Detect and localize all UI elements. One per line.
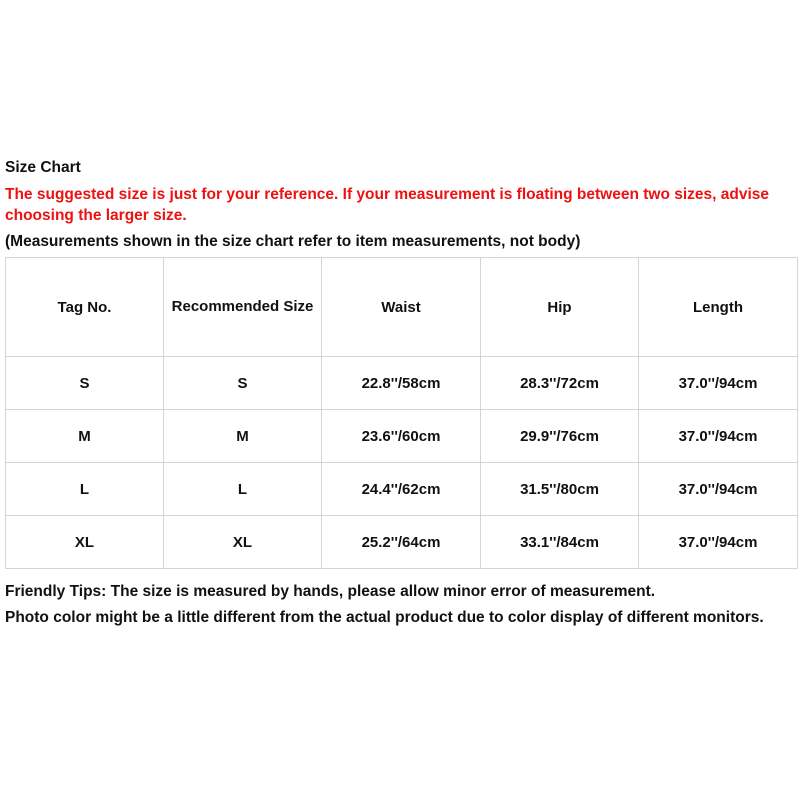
cell-length: 37.0''/94cm [639, 516, 798, 569]
size-advice-notice: The suggested size is just for your reference. If your measurement is floating between two sizes, advise choosing the larger size. [5, 186, 770, 224]
cell-recommended-size: XL [164, 516, 322, 569]
measurement-note: (Measurements shown in the size chart refer to item measurements, not body) [5, 233, 581, 250]
cell-tag-no: S [6, 357, 164, 410]
cell-recommended-size: S [164, 357, 322, 410]
table-row [6, 463, 798, 516]
tips-measurement-line: Friendly Tips: The size is measured by hands, please allow minor error of measurement. [5, 583, 656, 600]
header-length: Length [639, 258, 798, 357]
friendly-tips [5, 582, 797, 628]
size-table [5, 257, 798, 569]
cell-waist: 22.8''/58cm [322, 357, 481, 410]
cell-hip: 33.1''/84cm [481, 516, 639, 569]
cell-length: 37.0''/94cm [639, 410, 798, 463]
cell-length: 37.0''/94cm [639, 357, 798, 410]
header-waist: Waist [322, 258, 481, 357]
table-header-row [6, 258, 798, 357]
size-chart-document [5, 158, 797, 634]
page-title: Size Chart [5, 159, 81, 176]
cell-recommended-size: M [164, 410, 322, 463]
table-row [6, 516, 798, 569]
tips-color-line: Photo color might be a little different from the actual product due to color display of different monitors. [5, 609, 764, 626]
cell-recommended-size: L [164, 463, 322, 516]
cell-length: 37.0''/94cm [639, 463, 798, 516]
cell-waist: 24.4''/62cm [322, 463, 481, 516]
cell-hip: 29.9''/76cm [481, 410, 639, 463]
cell-tag-no: XL [6, 516, 164, 569]
cell-waist: 25.2''/64cm [322, 516, 481, 569]
cell-waist: 23.6''/60cm [322, 410, 481, 463]
cell-tag-no: L [6, 463, 164, 516]
cell-hip: 28.3''/72cm [481, 357, 639, 410]
cell-hip: 31.5''/80cm [481, 463, 639, 516]
header-recommended-size [164, 258, 322, 357]
table-row [6, 357, 798, 410]
header-hip: Hip [481, 258, 639, 357]
header-recommended-size-label: Recommended Size [171, 298, 314, 315]
table-row [6, 410, 798, 463]
cell-tag-no: M [6, 410, 164, 463]
header-tag-no: Tag No. [6, 258, 164, 357]
